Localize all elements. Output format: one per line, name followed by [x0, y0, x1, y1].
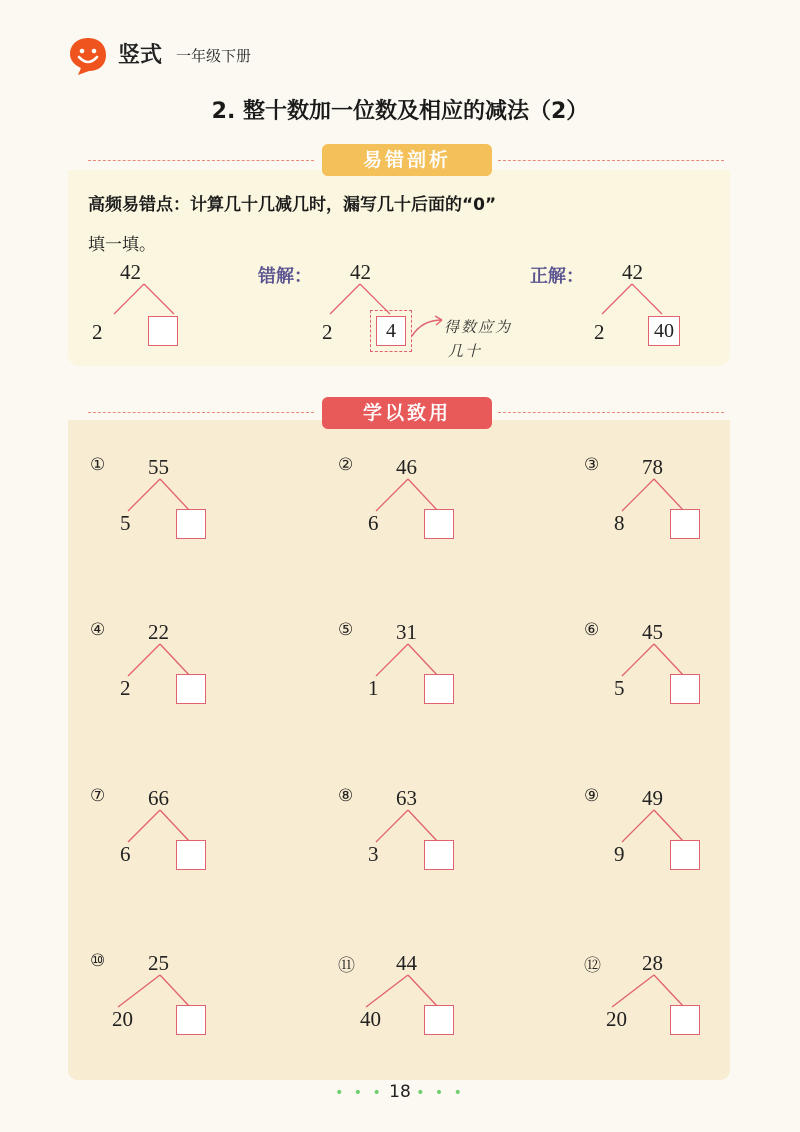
- practice-number-tree: [90, 786, 240, 886]
- tree-left-number: 2: [120, 676, 131, 700]
- tree-top-number: 22: [148, 620, 169, 644]
- fill-instruction: 填一填。: [88, 235, 156, 255]
- tree-top-number: 44: [396, 951, 417, 975]
- correct-number-tree: [590, 258, 740, 358]
- tree-left-number: 9: [614, 842, 625, 866]
- answer-box[interactable]: [670, 840, 700, 870]
- tree-left-number: 8: [614, 511, 625, 535]
- lesson-title: 2. 整十数加一位数及相应的减法（2）: [211, 99, 589, 124]
- apply-learning-banner: 学以致用: [322, 397, 492, 429]
- problem-index: ③: [584, 455, 600, 475]
- answer-box[interactable]: [176, 1005, 206, 1035]
- practice-number-tree: [338, 455, 488, 555]
- tree-left-number: 6: [120, 842, 131, 866]
- problem-index: ⑦: [90, 786, 106, 806]
- hint-note-line2: 几十: [448, 342, 483, 360]
- problem-index: ⑫: [584, 956, 601, 976]
- tree-left-number: 2: [92, 320, 103, 344]
- problem-index: ②: [338, 455, 354, 475]
- tree-top-number: 45: [642, 620, 663, 644]
- error-analysis-banner: 易错剖析: [322, 144, 492, 176]
- hint-note-line1: 得数应为: [444, 318, 513, 336]
- grade-label: 一年级下册: [176, 47, 252, 65]
- smiley-speech-bubble-icon: [68, 36, 108, 76]
- problem-index: ④: [90, 620, 106, 640]
- divider-right: [498, 412, 724, 413]
- tree-left-number: 5: [120, 511, 131, 535]
- tree-left-number: 2: [594, 320, 605, 344]
- problem-index: ⑧: [338, 786, 354, 806]
- answer-box[interactable]: [424, 1005, 454, 1035]
- decorative-dots: • • •: [335, 1085, 384, 1101]
- problem-index: ⑨: [584, 786, 600, 806]
- tree-top-number: 66: [148, 786, 169, 810]
- answer-box[interactable]: [670, 674, 700, 704]
- answer-box[interactable]: [424, 509, 454, 539]
- problem-index: ⑪: [338, 956, 355, 976]
- practice-number-tree: [90, 620, 240, 720]
- practice-number-tree: [584, 455, 734, 555]
- tree-top-number: 63: [396, 786, 417, 810]
- tree-top-number: 25: [148, 951, 169, 975]
- practice-number-tree: [338, 620, 488, 720]
- divider-right: [498, 160, 724, 161]
- tree-top-number: 42: [622, 260, 643, 284]
- answer-box[interactable]: [176, 509, 206, 539]
- arrow-icon: [410, 314, 446, 338]
- problem-index: ⑩: [90, 951, 106, 971]
- page-number-text: 18: [389, 1082, 411, 1102]
- practice-number-tree: [584, 620, 734, 720]
- decorative-dots: • • •: [416, 1085, 465, 1101]
- problem-index: ⑤: [338, 620, 354, 640]
- tree-left-number: 3: [368, 842, 379, 866]
- divider-left: [88, 160, 314, 161]
- answer-box[interactable]: [670, 1005, 700, 1035]
- tree-left-number: 20: [606, 1007, 627, 1031]
- error-point-text: 高频易错点：计算几十几减几时，漏写几十后面的“0”: [88, 195, 497, 215]
- answer-box[interactable]: [148, 316, 178, 346]
- answer-box: 4: [376, 316, 406, 346]
- brand-title: 竖式: [118, 43, 163, 68]
- tree-top-number: 28: [642, 951, 663, 975]
- divider-left: [88, 412, 314, 413]
- practice-number-tree: [90, 455, 240, 555]
- wrong-number-tree: [318, 258, 468, 358]
- answer-box[interactable]: [424, 674, 454, 704]
- tree-top-number: 42: [120, 260, 141, 284]
- problem-index: ⑥: [584, 620, 600, 640]
- answer-box: 40: [648, 316, 680, 346]
- tree-top-number: 55: [148, 455, 169, 479]
- tree-left-number: 1: [368, 676, 379, 700]
- practice-number-tree: [584, 786, 734, 886]
- practice-number-tree: [338, 786, 488, 886]
- practice-number-tree: [584, 951, 734, 1051]
- tree-left-number: 2: [322, 320, 333, 344]
- answer-box[interactable]: [176, 674, 206, 704]
- page-number: [0, 1082, 800, 1102]
- tree-top-number: 31: [396, 620, 417, 644]
- correct-answer-label: 正解：: [530, 266, 584, 287]
- tree-top-number: 46: [396, 455, 417, 479]
- tree-top-number: 42: [350, 260, 371, 284]
- tree-top-number: 78: [642, 455, 663, 479]
- practice-number-tree: [338, 951, 488, 1051]
- example-number-tree: [88, 258, 238, 358]
- tree-left-number: 40: [360, 1007, 381, 1031]
- practice-number-tree: [90, 951, 240, 1051]
- answer-box[interactable]: [670, 509, 700, 539]
- tree-top-number: 49: [642, 786, 663, 810]
- answer-box[interactable]: [176, 840, 206, 870]
- wrong-answer-label: 错解：: [258, 266, 312, 287]
- tree-left-number: 5: [614, 676, 625, 700]
- answer-box[interactable]: [424, 840, 454, 870]
- tree-left-number: 6: [368, 511, 379, 535]
- problem-index: ①: [90, 455, 106, 475]
- tree-left-number: 20: [112, 1007, 133, 1031]
